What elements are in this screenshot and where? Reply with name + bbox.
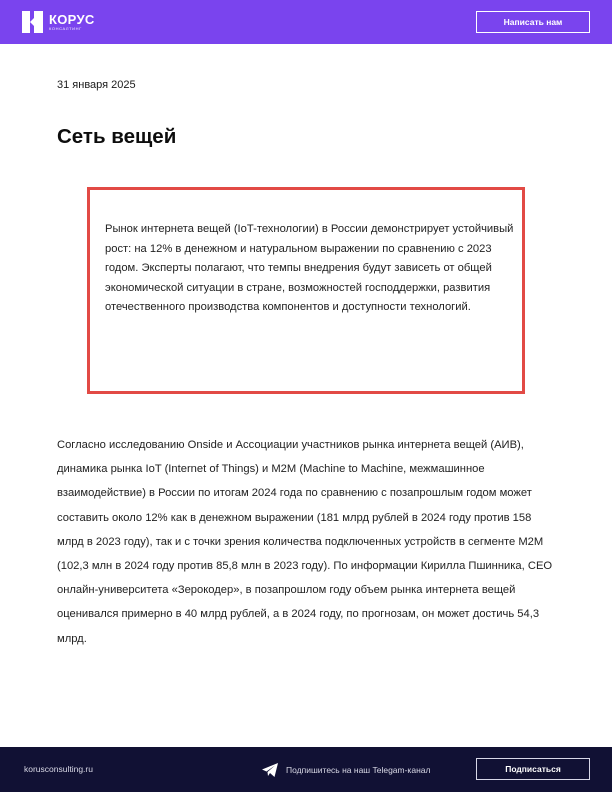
article-body: Согласно исследованию Onside и Ассоциации участников рынка интернета вещей (АИВ), динамика рынка IoT (Internet of Things) и M2M (Machine to Machine, межмашинное взаимодействие) в России по итогам 2024 года по сравнению с позапрошлым годом может составить около 12% как в денежном выражении (181 млрд рублей в 2024 году против 158 млрд в 2023 году), так и с точки зрения количества подключенных устройств в сегменте M2M (102,3 млн в 2024 году против 85,8 млн в 2023 году). По информации Кирилла Пшинника, CEO онлайн-университета «Зерокодер», в позапрошлом году объем рынка интернета вещей оценивался примерно в 40 млрд рублей, а в 2024 году, по прогнозам, он может достичь 54,3 млрд.: [57, 439, 553, 645]
article-date: 31 января 2025: [57, 79, 136, 91]
logo-text: [49, 13, 95, 32]
logo-subtitle: КОНСАЛТИНГ: [49, 25, 82, 31]
footer: [0, 747, 612, 792]
highlight-text: Рынок интернета вещей (IoT-технологии) в России демонстрирует устойчивый рост: на 12% в денежном и натуральном выражении по сравнению с 2023 годом. Эксперты полагают, что темпы внедрения будут зависеть от общей экономической ситуации в стране, возможностей господдержки, развития отечественного производства компонентов и доступности технологий.: [105, 223, 514, 314]
telegram-link[interactable]: [262, 763, 430, 777]
site-link[interactable]: korusconsulting.ru: [24, 764, 93, 774]
header: [0, 0, 612, 44]
logo-title: КОРУС: [49, 11, 95, 27]
subscribe-button[interactable]: Подписаться: [476, 758, 590, 780]
telegram-icon: [262, 763, 278, 777]
page-title: Сеть вещей: [57, 125, 177, 148]
korus-logo-icon: [22, 11, 44, 33]
telegram-label: Подпишитесь на наш Telegam-канал: [286, 765, 431, 775]
write-us-button[interactable]: Написать нам: [476, 11, 590, 33]
logo[interactable]: [22, 10, 95, 34]
